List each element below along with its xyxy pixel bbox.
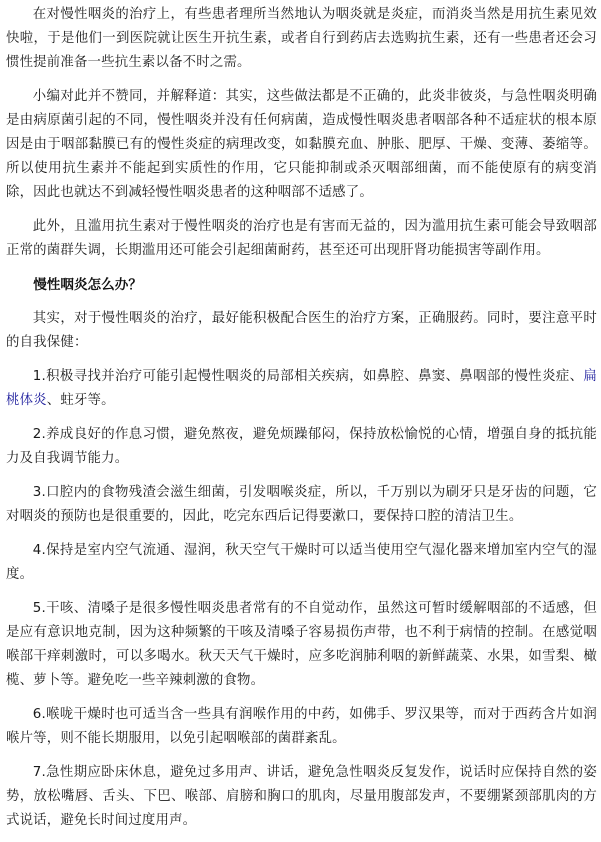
tip-3: 3.口腔内的食物残渣会滋生细菌，引发咽喉炎症，所以，千万别以为刷牙只是牙齿的问题，它对咽炎的预防也是很重要的，因此，吃完东西后记得要漱口，要保持口腔的清洁卫生。 <box>6 485 597 524</box>
tip-2: 2.养成良好的作息习惯，避免熬夜，避免烦躁郁闷，保持放松愉悦的心情，增强自身的抵抗能力及自我调节能力。 <box>6 427 597 466</box>
tip-1 <box>6 365 597 413</box>
tip-4: 4.保持是室内空气流通、湿润，秋天空气干燥时可以适当使用空气湿化器来增加室内空气的湿度。 <box>6 543 597 582</box>
tip-6: 6.喉咙干燥时也可适当含一些具有润喉作用的中药，如佛手、罗汉果等，而对于西药含片如润喉片等，则不能长期服用，以免引起咽喉部的菌群紊乱。 <box>6 707 597 746</box>
tip-7: 7.急性期应卧床休息，避免过多用声、讲话，避免急性咽炎反复发作，说话时应保持自然的姿势，放松嘴唇、舌头、下巴、喉部、肩膀和胸口的肌肉，尽量用腹部发声，不要绷紧颈部肌肉的方式说话，避免长时间过度用声。 <box>6 765 597 828</box>
section-heading: 慢性咽炎怎么办？ <box>33 277 142 293</box>
paragraph-antibiotic-harm: 此外，且滥用抗生素对于慢性咽炎的治疗也是有害而无益的，因为滥用抗生素可能会导致咽部正常的菌群失调，长期滥用还可能会引起细菌耐药，甚至还可出现肝肾功能损害等副作用。 <box>6 219 597 258</box>
tip-1-text-before: 1.积极寻找并治疗可能引起慢性咽炎的局部相关疾病，如鼻腔、鼻窦、鼻咽部的慢性炎症、 <box>32 369 584 384</box>
paragraph-antibiotic-misconception: 在对慢性咽炎的治疗上，有些患者理所当然地认为咽炎就是炎症，而消炎当然是用抗生素见效快啦，于是他们一到医院就让医生开抗生素，或者自行到药店去选购抗生素，还有一些患者还会习惯性提前准备一些抗生素以备不时之需。 <box>6 7 597 70</box>
tip-1-text-after: 、蛀牙等。 <box>46 393 115 408</box>
paragraph-editor-explanation: 小编对此并不赞同，并解释道：其实，这些做法都是不正确的，此炎非彼炎，与急性咽炎明确是由病原菌引起的不同，慢性咽炎并没有任何病菌，造成慢性咽炎患者咽部各种不适症状的根本原因是由于咽部黏膜已有的慢性炎症的病理改变，如黏膜充血、肿胀、肥厚、干燥、变薄、萎缩等。所以使用抗生素并不能起到实质性的作用，它只能抑制或杀灭咽部细菌，而不能使原有的病变消除，因此也就达不到减轻慢性咽炎患者的这种咽部不适感了。 <box>6 89 597 200</box>
tonsillitis-link[interactable]: 扁桃体炎 <box>6 369 597 408</box>
tip-5: 5.干咳、清嗓子是很多慢性咽炎患者常有的不自觉动作，虽然这可暂时缓解咽部的不适感，但是应有意识地克制，因为这种频繁的干咳及清嗓子容易损伤声带，也不利于病情的控制。在感觉咽喉部干痒刺激时，可以多喝水。秋天天气干燥时，应多吃润肺利咽的新鲜蔬菜、水果，如雪梨、橄榄、萝卜等。避免吃一些辛辣刺激的食物。 <box>6 601 597 688</box>
paragraph-intro: 其实，对于慢性咽炎的治疗，最好能积极配合医生的治疗方案，正确服药。同时，要注意平时的自我保健： <box>6 311 597 350</box>
